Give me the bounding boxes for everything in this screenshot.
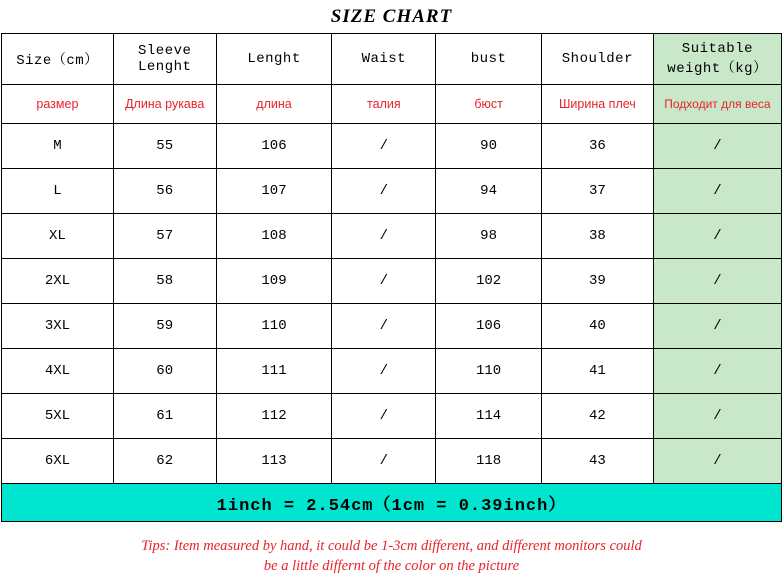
cell-size: 5XL [2, 394, 114, 439]
table-row [2, 259, 782, 304]
cell-size: 6XL [2, 439, 114, 484]
cell-waist: / [332, 394, 436, 439]
table-row [2, 394, 782, 439]
column-header-length: Lenght [216, 34, 332, 85]
cell-shoulder: 40 [541, 304, 653, 349]
table-row [2, 349, 782, 394]
column-header-shoulder: Shoulder [541, 34, 653, 85]
tips-note [0, 536, 783, 576]
column-header-sleeve-length-ru: Длина рукава [113, 85, 216, 124]
cell-sleeve: 60 [113, 349, 216, 394]
cell-weight: / [653, 349, 781, 394]
cell-shoulder: 41 [541, 349, 653, 394]
cell-shoulder: 37 [541, 169, 653, 214]
cell-bust: 118 [436, 439, 542, 484]
table-header-row [2, 34, 782, 85]
cell-waist: / [332, 259, 436, 304]
cell-weight: / [653, 394, 781, 439]
cell-weight: / [653, 259, 781, 304]
cell-weight: / [653, 304, 781, 349]
cell-sleeve: 62 [113, 439, 216, 484]
cell-sleeve: 61 [113, 394, 216, 439]
cell-size: 2XL [2, 259, 114, 304]
cell-weight: / [653, 169, 781, 214]
table-row [2, 124, 782, 169]
cell-bust: 90 [436, 124, 542, 169]
cell-waist: / [332, 124, 436, 169]
cell-length: 108 [216, 214, 332, 259]
table-row [2, 214, 782, 259]
cell-shoulder: 42 [541, 394, 653, 439]
column-header-bust-ru: бюст [436, 85, 542, 124]
cell-length: 109 [216, 259, 332, 304]
cell-bust: 110 [436, 349, 542, 394]
column-header-waist: Waist [332, 34, 436, 85]
cell-sleeve: 58 [113, 259, 216, 304]
cell-bust: 102 [436, 259, 542, 304]
cell-length: 106 [216, 124, 332, 169]
column-header-size: Size（cm） [2, 34, 114, 85]
size-chart-table [1, 33, 782, 484]
cell-length: 112 [216, 394, 332, 439]
tips-line-2: be a little differnt of the color on the picture [263, 558, 520, 574]
cell-sleeve: 56 [113, 169, 216, 214]
column-header-size-ru: размер [2, 85, 114, 124]
cell-bust: 98 [436, 214, 542, 259]
column-header-waist-ru: талия [332, 85, 436, 124]
cell-length: 110 [216, 304, 332, 349]
cell-length: 111 [216, 349, 332, 394]
cell-weight: / [653, 124, 781, 169]
cell-sleeve: 59 [113, 304, 216, 349]
tips-line-1: Tips: Item measured by hand, it could be 1-3cm different, and different monitors could [141, 538, 642, 554]
column-header-sleeve-length: Sleeve Lenght [113, 34, 216, 85]
page-title: SIZE CHART [330, 6, 453, 27]
cell-sleeve: 55 [113, 124, 216, 169]
cell-shoulder: 38 [541, 214, 653, 259]
cell-waist: / [332, 169, 436, 214]
cell-size: M [2, 124, 114, 169]
cell-bust: 106 [436, 304, 542, 349]
cell-length: 107 [216, 169, 332, 214]
cell-weight: / [653, 214, 781, 259]
cell-weight: / [653, 439, 781, 484]
column-header-suitable-weight-ru: Подходит для веса [653, 85, 781, 124]
cell-waist: / [332, 349, 436, 394]
cell-size: 4XL [2, 349, 114, 394]
unit-conversion-bar: 1inch = 2.54cm（1cm = 0.39inch） [1, 484, 782, 522]
cell-length: 113 [216, 439, 332, 484]
table-row [2, 439, 782, 484]
cell-size: L [2, 169, 114, 214]
column-header-length-ru: длина [216, 85, 332, 124]
cell-shoulder: 36 [541, 124, 653, 169]
cell-waist: / [332, 304, 436, 349]
cell-bust: 94 [436, 169, 542, 214]
cell-bust: 114 [436, 394, 542, 439]
table-row [2, 304, 782, 349]
cell-shoulder: 43 [541, 439, 653, 484]
table-header-row-russian [2, 85, 782, 124]
cell-waist: / [332, 214, 436, 259]
cell-shoulder: 39 [541, 259, 653, 304]
cell-size: 3XL [2, 304, 114, 349]
cell-sleeve: 57 [113, 214, 216, 259]
column-header-suitable-weight: Suitable weight（kg） [653, 34, 781, 85]
table-row [2, 169, 782, 214]
cell-waist: / [332, 439, 436, 484]
cell-size: XL [2, 214, 114, 259]
column-header-bust: bust [436, 34, 542, 85]
column-header-shoulder-ru: Ширина плеч [541, 85, 653, 124]
